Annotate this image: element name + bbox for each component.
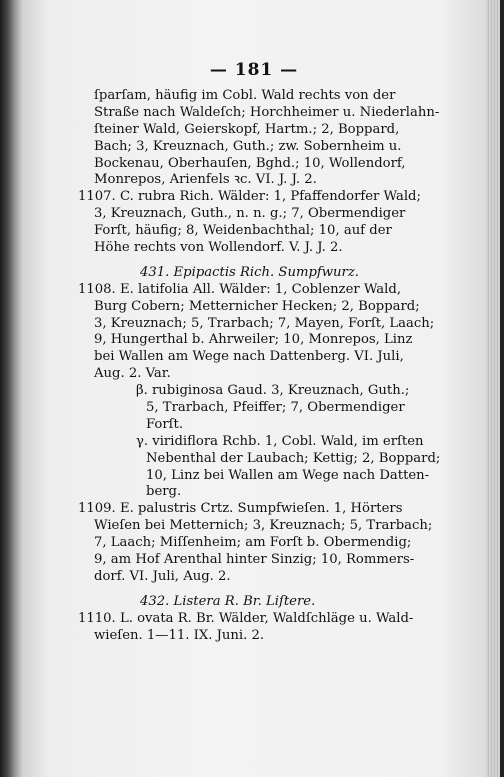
text-line: Wieſen bei Metternich; 3, Kreuznach; 5, Trarbach;	[94, 518, 433, 534]
text-line: 9, Hungerthal b. Ahrweiler; 10, Monrepos, Linz	[94, 332, 413, 348]
book-page	[22, 0, 486, 777]
text-line: Höhe rechts von Wollendorf. V. J. J. 2.	[94, 240, 343, 256]
text-line: Forſt.	[146, 416, 184, 432]
text-line: 7, Laach; Miſſenheim; am Forſt b. Obermendig;	[94, 535, 412, 551]
page-number: — 181 —	[209, 60, 299, 80]
text-line: 3, Kreuznach; 5, Trarbach; 7, Mayen, Forſt, Laach;	[94, 315, 435, 331]
text-line: 5, Trarbach, Pfeiffer; 7, Obermendiger	[146, 400, 405, 416]
text-line: Bach; 3, Kreuznach, Guth.; zw. Sobernheim u.	[94, 138, 402, 154]
text-line: 1109. E. palustris Crtz. Sumpfwieſen. 1, Hörters	[78, 501, 403, 517]
book-gutter	[0, 0, 22, 777]
text-line: 1110. L. ovata R. Br. Wälder, Waldſchläge u. Wald-	[78, 610, 414, 626]
text-line: Nebenthal der Laubach; Kettig; 2, Boppard;	[146, 450, 441, 466]
page-text	[78, 88, 441, 645]
text-line: Bockenau, Oberhauſen, Bghd.; 10, Wollendorf,	[94, 155, 406, 171]
text-line: dorf. VI. Juli, Aug. 2.	[94, 568, 231, 584]
genus-heading: 432. Listera R. Br. Liſtere.	[140, 593, 316, 609]
text-line: 1108. E. latifolia All. Wälder: 1, Coblenzer Wald,	[78, 281, 402, 297]
text-line: Aug. 2. Var.	[94, 366, 171, 382]
text-line: Monrepos, Arienfels ꝛc. VI. J. J. 2.	[94, 172, 317, 188]
text-line: bei Wallen am Wege nach Dattenberg. VI. Juli,	[94, 349, 404, 365]
text-line: 9, am Hof Arenthal hinter Sinzig; 10, Rommers-	[94, 552, 415, 568]
text-line: Burg Cobern; Metternicher Hecken; 2, Boppard;	[94, 298, 420, 314]
text-line: ſteiner Wald, Geierskopf, Hartm.; 2, Boppard,	[94, 121, 400, 137]
genus-heading: 431. Epipactis Rich. Sumpfwurz.	[140, 264, 359, 280]
text-line: γ. viridiflora Rchb. 1, Cobl. Wald, im erſten	[136, 433, 424, 449]
text-line: ſparſam, häufig im Cobl. Wald rechts von der	[94, 88, 396, 103]
text-line: 1107. C. rubra Rich. Wälder: 1, Pfaffendorfer Wald;	[78, 189, 421, 205]
text-line: 10, Linz bei Wallen am Wege nach Datten-	[146, 467, 430, 483]
text-line: Straße nach Waldeſch; Horchheimer u. Niederlahn-	[94, 104, 440, 120]
text-line: berg.	[146, 484, 182, 500]
text-line: β. rubiginosa Gaud. 3, Kreuznach, Guth.;	[136, 383, 410, 399]
text-line: Forſt, häufig; 8, Weidenbachthal; 10, auf der	[94, 223, 392, 239]
text-line: 3, Kreuznach, Guth., n. n. g.; 7, Obermendiger	[94, 206, 406, 222]
text-line: wieſen. 1—11. IX. Juni. 2.	[94, 627, 265, 643]
book-cover-edge	[500, 0, 504, 777]
